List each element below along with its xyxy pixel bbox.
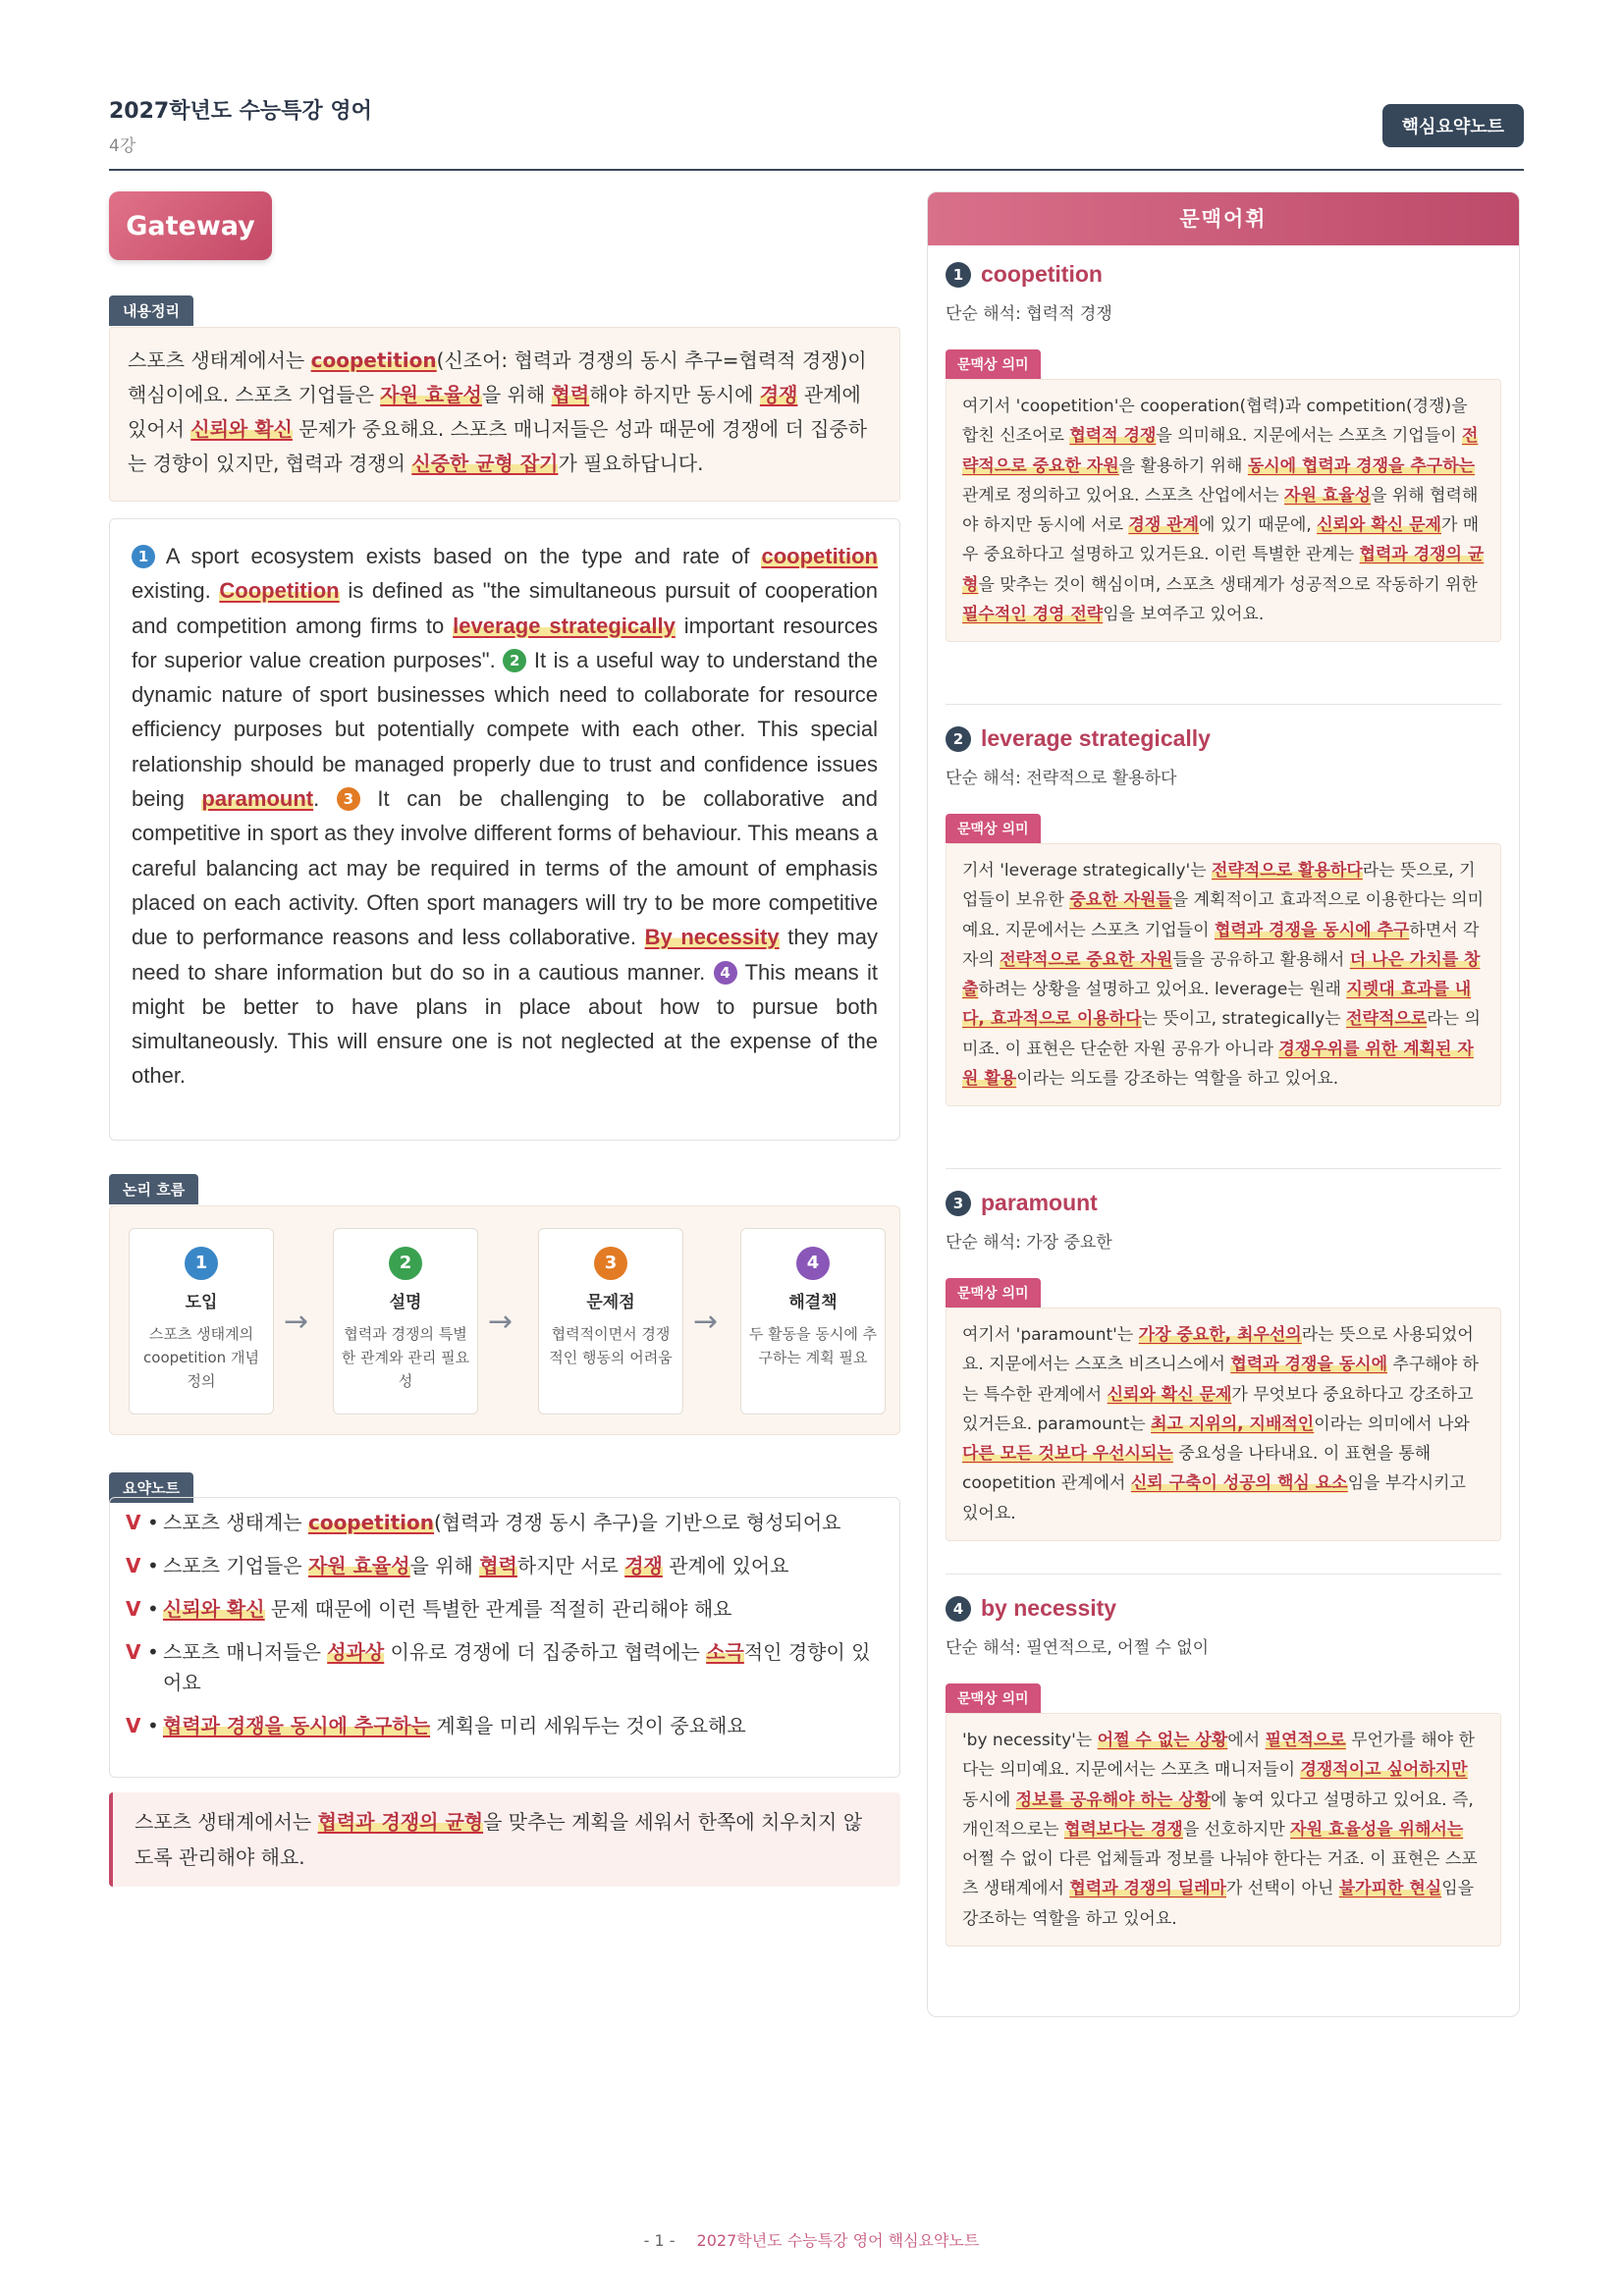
ctx-keyword: 최고 지위의, 지배적인 [1151,1414,1315,1434]
ctx-keyword: 정보를 공유해야 하는 상황 [1015,1789,1212,1810]
summary-tag: 내용정리 [109,295,193,326]
context-meaning [946,1308,1501,1541]
simple-label: 단순 해석: [946,1233,1027,1253]
passage-text: important resources for superior value creation purposes". [132,613,878,672]
passage-keyword: paramount [201,786,314,812]
flow-step-title: 설명 [389,1293,422,1312]
vocab-word: by necessity [981,1595,1117,1621]
conclusion-keyword: 협력과 경쟁의 균형 [317,1810,484,1834]
passage-text: This means it might be better to have plans in place about how to pursue both simultaneously. This will ensure one is not neglected at the expense of the other. [132,959,878,1089]
ctx-keyword: 중요한 자원들 [1069,890,1172,911]
ctx-keyword: 경쟁우위를 위한 계획된 자원 활용 [962,1039,1474,1090]
simple-label: 단순 해석: [946,769,1027,788]
note-text [163,1711,746,1741]
passage-keyword: leverage strategically [453,613,676,638]
note-part: 문제 때문에 이런 특별한 관계를 적절히 관리해야 해요 [264,1597,732,1621]
ctx-keyword: 신뢰와 확신 문제 [1107,1384,1232,1405]
vocab-simple-meaning [946,764,1501,788]
check-icon: V [126,1640,141,1664]
conclusion-box [109,1792,900,1887]
note-item [126,1508,884,1538]
check-icon: V [126,1714,141,1737]
ctx-keyword: 신뢰와 확신 문제 [1317,515,1441,536]
bullet: • [147,1597,159,1621]
flow-tag: 논리 흐름 [109,1174,198,1204]
context-vocab-panel [927,191,1520,2017]
ctx-part: 라는 의미죠. 이 표현은 단순한 자원 공유가 아니라 [962,1009,1481,1059]
ctx-keyword: 전략적으로 활용하다 [1212,861,1363,881]
vocab-word: leverage strategically [981,725,1211,751]
ctx-part: 을 맞추는 것이 핵심이며, 스포츠 생태계가 성공적으로 작동하기 위한 [978,574,1478,595]
note-text [163,1637,884,1698]
note-part: 하지만 서로 [516,1554,625,1577]
ctx-part: 임을 강조하는 역할을 하고 있어요. [962,1879,1475,1929]
note-keyword: 협력 [479,1554,517,1577]
flow-step-problem [538,1228,683,1415]
ctx-keyword: 지렛대 효과를 내다, 효과적으로 이용하다 [962,980,1472,1030]
passage-keyword: coopetition [761,544,878,568]
arrow-right-icon: → [693,1305,719,1339]
divider [946,704,1501,705]
summary-notes [109,1497,900,1778]
note-part: 관계에 있어요 [662,1554,789,1577]
ctx-part: 어쩔 수 없이 다른 업체들과 정보를 나눠야 한다는 거죠. 이 표현은 스포츠 생태계에서 [962,1849,1478,1899]
ctx-part: 을 계획적이고 효과적으로 이용한다는 의미예요. 지문에서는 스포츠 기업들이 [962,890,1485,940]
ctx-part: 기서 'leverage strategically'는 [962,861,1213,881]
summary-text: 스포츠 생태계에서는 [128,348,311,372]
flow-step-number: 2 [389,1247,422,1280]
flow-step-number: 3 [594,1247,627,1280]
vocab-number: 1 [946,262,971,288]
ctx-part: 가 무엇보다 중요하다고 강조하고 있거든요. paramount는 [962,1384,1474,1434]
note-item [126,1637,884,1698]
ctx-keyword: 어쩔 수 없는 상황 [1097,1731,1228,1750]
vocab-entry-by-necessity [946,1595,1501,1947]
simple-value: 가장 중요한 [1026,1233,1112,1253]
ctx-keyword: 필연적으로 [1265,1731,1346,1750]
ctx-part: 하면서 각자의 [962,920,1480,970]
page-header [109,94,1524,171]
check-icon: V [126,1597,141,1621]
vocab-entry-paramount [946,1190,1501,1541]
summary-box [109,327,900,502]
summary-keyword: 자원 효율성 [380,383,482,406]
passage-keyword: By necessity [644,925,780,950]
ctx-keyword: 경쟁적이고 싶어하지만 [1300,1760,1468,1781]
vocab-word: coopetition [981,261,1103,287]
ctx-keyword: 가장 중요한, 최우선의 [1138,1325,1302,1345]
sentence-number-1: 1 [132,545,155,568]
ctx-part: 들을 공유하고 활용해서 [1172,949,1350,970]
sentence-number-3: 3 [337,787,360,811]
logic-flow [109,1205,900,1435]
passage-text: It is a useful way to understand the dynamic nature of sport businesses which need to collaborate for resource efficiency purposes but potentially compete with each other. This special relationship should be managed properly due to trust and confidence issues being [132,647,878,812]
passage-text: A sport ecosystem exists based on the type and rate of [165,544,762,568]
note-item [126,1594,884,1625]
context-meaning [946,379,1501,642]
bullet: • [147,1511,159,1534]
ctx-part: 임을 부각시키고 있어요. [962,1473,1466,1523]
sentence-number-2: 2 [503,649,526,672]
ctx-keyword: 경쟁 관계 [1128,515,1200,536]
summary-keyword: 경쟁 [759,383,798,406]
ctx-part: 관계로 정의하고 있어요. 스포츠 산업에서는 [962,485,1285,506]
ctx-part: 을 의미해요. 지문에서는 스포츠 기업들이 [1156,426,1462,447]
note-part: (협력과 경쟁 동시 추구)을 기반으로 형성되어요 [434,1511,841,1534]
note-part: 스포츠 생태계는 [163,1511,308,1534]
page-number: - 1 - [643,2231,676,2250]
flow-step-intro [129,1228,274,1415]
ctx-part: 에 놓여 있다고 설명하고 있어요. 즉, 개인적으로는 [962,1789,1474,1840]
flow-step-number: 1 [185,1247,218,1280]
passage-text: It can be challenging to be collaborative and competitive in sport as they involve different forms of behaviour. This means a careful balancing act may be required in terms of the amount of emphasis placed on each activity. Often sport managers will try to be more competitive due to performance reasons and less collaborative. [132,786,878,950]
footer-title: 2027학년도 수능특강 영어 핵심요약노트 [696,2231,980,2250]
note-text [163,1508,840,1538]
note-part: 계획을 미리 세워두는 것이 중요해요 [430,1714,746,1737]
flow-step-desc: 협력과 경쟁의 특별한 관계와 관리 필요성 [341,1325,470,1390]
ctx-keyword: 자원 효율성을 위해서는 [1290,1819,1464,1840]
ctx-keyword: 전략적으로 중요한 자원 [962,426,1479,476]
ctx-part: 을 활용하기 위해 [1118,455,1248,476]
ctx-keyword: 협력과 경쟁을 동시에 추구 [1214,920,1410,940]
context-meaning [946,843,1501,1106]
note-part: 스포츠 기업들은 [163,1554,308,1577]
sentence-number-4: 4 [714,961,737,985]
flow-step-title: 문제점 [586,1293,635,1312]
passage-keyword: Coopetition [219,578,340,604]
lesson-label: 4강 [109,136,136,156]
context-meaning [946,1713,1501,1947]
ctx-part: 동시에 [962,1789,1016,1810]
summary-text: (신조어: 협력과 경쟁의 동시 추구=협력적 경쟁)이 핵심이에요. 스포츠 기업들은 [128,348,867,406]
flow-step-desc: 스포츠 생태계의 coopetition 개념 정의 [143,1325,259,1390]
summary-text: 관계에 있어서 [128,383,861,441]
flow-step-desc: 협력적이면서 경쟁적인 행동의 어려움 [549,1325,673,1366]
note-part: 적인 경향이 있어요 [163,1640,871,1694]
summary-text: 가 필요하답니다. [558,452,704,475]
flow-step-solution [740,1228,886,1415]
page-footer [0,2228,1623,2251]
ctx-keyword: 더 나은 가치를 창출 [962,949,1481,1000]
vocab-entry-leverage-strategically [946,725,1501,1106]
context-tag: 문맥상 의미 [946,349,1041,379]
ctx-keyword: 다른 모든 것보다 우선시되는 [962,1444,1173,1465]
bullet: • [147,1714,159,1737]
ctx-part: 라는 뜻으로, 기업들이 보유한 [962,861,1476,911]
ctx-part: 라는 뜻으로 사용되었어요. 지문에서는 스포츠 비즈니스에서 [962,1325,1474,1375]
arrow-right-icon: → [488,1305,514,1339]
note-type-badge: 핵심요약노트 [1382,104,1524,147]
ctx-part: 여기서 'paramount'는 [962,1325,1139,1345]
note-keyword: 협력과 경쟁을 동시에 추구하는 [163,1714,431,1737]
ctx-keyword: 협력보다는 경쟁 [1063,1819,1183,1840]
passage-text: is defined as "the simultaneous pursuit of cooperation and competition among firms to [132,578,878,638]
note-keyword: 자원 효율성 [307,1554,410,1577]
check-icon: V [126,1511,141,1534]
ctx-keyword: 협력과 경쟁을 동시에 [1230,1355,1387,1375]
passage-box [109,518,900,1141]
note-text [163,1594,731,1625]
vocab-number: 3 [946,1191,971,1216]
summary-keyword: coopetition [310,348,437,372]
summary-keyword: 신뢰와 확신 [190,417,293,441]
flow-step-title: 도입 [185,1293,218,1312]
passage-text: existing. [132,578,220,604]
simple-label: 단순 해석: [946,1638,1027,1658]
summary-keyword: 협력 [551,383,590,406]
vocab-header: 문맥어휘 [928,192,1519,245]
ctx-keyword: 전략적으로 [1346,1009,1428,1030]
arrow-right-icon: → [284,1305,309,1339]
summary-text: 을 위해 [481,383,552,406]
simple-value: 협력적 경쟁 [1026,304,1112,324]
ctx-keyword: 협력과 경쟁의 딜레마 [1069,1879,1226,1899]
ctx-part: 무언가를 해야 한다는 의미예요. 지문에서는 스포츠 매니저들이 [962,1731,1475,1781]
ctx-part: 추구해야 하는 특수한 관계에서 [962,1355,1479,1405]
ctx-part: 여기서 'coopetition'은 cooperation(협력)과 competition(경쟁)을 합친 신조어로 [962,397,1468,447]
vocab-entry-coopetition [946,261,1501,642]
check-icon: V [126,1554,141,1577]
ctx-part: 'by necessity'는 [962,1731,1098,1750]
context-tag: 문맥상 의미 [946,814,1041,843]
bullet: • [147,1640,159,1664]
ctx-part: 중요성을 나타내요. 이 표현을 통해 coopetition 관계에서 [962,1444,1432,1494]
ctx-part: 을 위해 협력해야 하지만 동시에 서로 [962,485,1479,536]
note-item [126,1551,884,1581]
note-keyword: 성과상 [327,1640,385,1664]
divider [946,1574,1501,1575]
note-part: 스포츠 매니저들은 [163,1640,328,1664]
bullet: • [147,1554,159,1577]
context-tag: 문맥상 의미 [946,1278,1041,1308]
passage-text: they may need to share information but do so in a cautious manner. [132,925,878,985]
ctx-keyword: 동시에 협력과 경쟁을 추구하는 [1247,455,1476,476]
note-keyword: 소극 [706,1640,744,1664]
ctx-part: 이라는 의미에서 나와 [1314,1414,1470,1434]
summary-text: 문제가 중요해요. 스포츠 매니저들은 성과 때문에 경쟁에 더 집중하는 경향이 있지만, 협력과 경쟁의 [128,417,868,475]
simple-value: 필연적으로, 어쩔 수 없이 [1026,1638,1210,1658]
summary-text: 해야 하지만 동시에 [589,383,760,406]
summary-keyword: 신중한 균형 잡기 [411,452,559,475]
gateway-label: Gateway [109,191,272,260]
ctx-keyword: 신뢰 구축이 성공의 핵심 요소 [1130,1473,1348,1494]
note-part: 을 위해 [409,1554,480,1577]
context-tag: 문맥상 의미 [946,1683,1041,1713]
book-title: 2027학년도 수능특강 영어 [109,99,372,124]
vocab-simple-meaning [946,299,1501,324]
simple-value: 전략적으로 활용하다 [1026,769,1177,788]
flow-step-title: 해결책 [788,1293,838,1312]
flow-step-explanation [333,1228,478,1415]
ctx-keyword: 협력과 경쟁의 균형 [962,545,1485,595]
notes-tag: 요약노트 [109,1472,193,1503]
conclusion-text: 스포츠 생태계에서는 [135,1810,318,1834]
flow-step-number: 4 [796,1247,830,1280]
note-item [126,1711,884,1741]
ctx-part: 임을 보여주고 있어요. [1103,605,1265,625]
conclusion-text: 을 맞추는 계획을 세워서 한쪽에 치우치지 않도록 관리해야 해요. [135,1810,863,1869]
ctx-keyword: 전략적으로 중요한 자원 [1000,949,1173,970]
ctx-part: 이라는 의도를 강조하는 역할을 하고 있어요. [1016,1069,1339,1090]
ctx-part: 을 선호하지만 [1182,1819,1291,1840]
vocab-simple-meaning [946,1228,1501,1253]
note-keyword: 경쟁 [624,1554,663,1577]
ctx-part: 가 매우 중요하다고 설명하고 있거든요. 이런 특별한 관계는 [962,515,1480,565]
ctx-keyword: 필수적인 경영 전략 [962,605,1104,625]
note-part: 이유로 경쟁에 더 집중하고 협력에는 [384,1640,707,1664]
note-text [163,1551,788,1581]
ctx-keyword: 불가피한 현실 [1338,1879,1442,1899]
vocab-word: paramount [981,1190,1098,1215]
simple-label: 단순 해석: [946,304,1027,324]
divider [946,1168,1501,1169]
ctx-part: 에 있기 때문에, [1199,515,1318,536]
note-keyword: 신뢰와 확신 [163,1597,265,1621]
vocab-simple-meaning [946,1633,1501,1658]
ctx-part: 가 선택이 아닌 [1225,1879,1339,1899]
ctx-keyword: 협력적 경쟁 [1069,426,1157,447]
vocab-number: 2 [946,726,971,752]
flow-step-desc: 두 활동을 동시에 추구하는 계획 필요 [748,1325,878,1366]
ctx-keyword: 자원 효율성 [1284,485,1372,506]
ctx-part: 하려는 상황을 설명하고 있어요. leverage는 원래 [978,980,1347,1000]
passage-text: . [313,786,337,812]
note-keyword: coopetition [307,1511,434,1534]
vocab-number: 4 [946,1596,971,1622]
ctx-part: 는 뜻이고, strategically는 [1141,1009,1347,1030]
ctx-part: 에서 [1227,1731,1266,1750]
